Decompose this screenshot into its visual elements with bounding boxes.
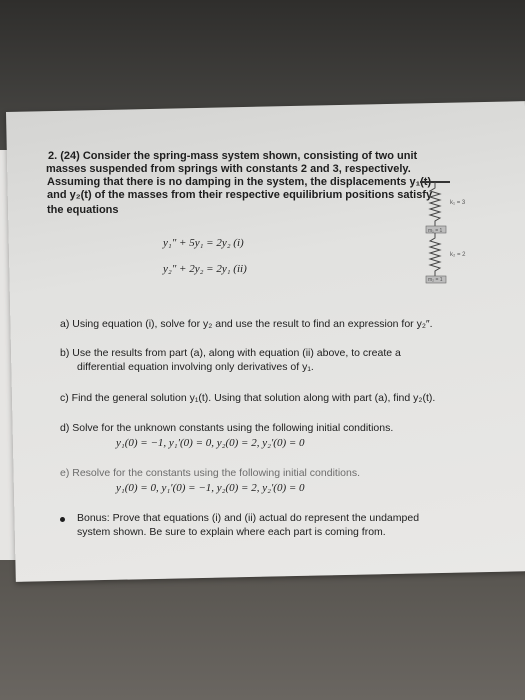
part-d-conditions: y₁(0) = −1, y₁′(0) = 0, y₂(0) = 2, y₂′(0) = 0 — [116, 437, 305, 449]
equation-1: y₁″ + 5y₁ = 2y₂ (i) — [163, 237, 244, 249]
part-e: e) Resolve for the constants using the following initial conditions. — [60, 467, 360, 479]
bonus-line-1: Bonus: Prove that equations (i) and (ii) actual do represent the undamped — [77, 512, 420, 524]
part-d: d) Solve for the unknown constants using the following initial conditions. — [60, 422, 394, 434]
part-a: a) Using equation (i), solve for y₂ and use the result to find an expression for y₂″. — [60, 318, 433, 330]
k2-label: k₂ = 2 — [450, 252, 466, 258]
m1-label: m₁ = 1 — [428, 228, 443, 234]
problem-line-3: Assuming that there is no damping in the system, the displacements y₁(t) — [47, 176, 432, 188]
part-b-line-2: differential equation involving only derivatives of y₁. — [77, 361, 314, 373]
background-floor — [0, 560, 525, 700]
problem-line-4: and y₂(t) of the masses from their respective equilibrium positions satisfy — [47, 189, 433, 201]
part-e-conditions: y₁(0) = 0, y₁′(0) = −1, y₂(0) = 2, y₂′(0) = 0 — [116, 482, 305, 494]
problem-header: 2. (24) Consider the spring-mass system shown, consisting of two unit — [48, 150, 418, 162]
m2-label: m₂ = 1 — [428, 277, 443, 283]
spring-mass-diagram — [410, 180, 490, 300]
part-c: c) Find the general solution y₁(t). Using that solution along with part (a), find y₂(t). — [60, 392, 436, 404]
equation-2: y₂″ + 2y₂ = 2y₁ (ii) — [163, 263, 247, 275]
bonus-bullet-icon — [60, 517, 65, 522]
part-b-line-1: b) Use the results from part (a), along with equation (ii) above, to create a — [60, 347, 401, 359]
bonus-line-2: system shown. Be sure to explain where each part is coming from. — [77, 526, 386, 538]
problem-line-5: the equations — [47, 204, 119, 216]
k1-label: k₁ = 3 — [450, 200, 466, 206]
problem-line-2: masses suspended from springs with constants 2 and 3, respectively. — [46, 163, 411, 175]
spring-2-icon — [430, 233, 440, 276]
spring-1-icon — [430, 182, 440, 226]
